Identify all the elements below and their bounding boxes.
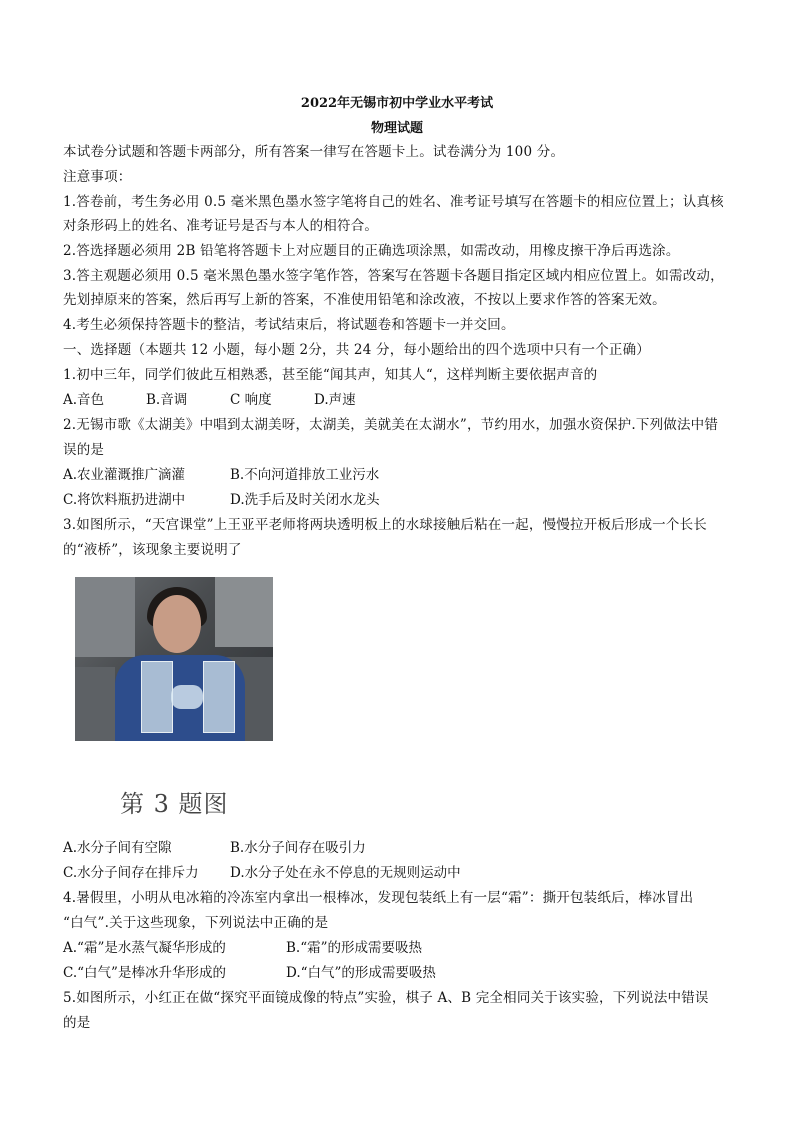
note-2: 2.答选择题必须用 2B 铅笔将答题卡上对应题目的正确选项涂黑，如需改动，用橡皮擦干净后再选涂。 [63, 243, 680, 259]
note-4: 4.考生必须保持答题卡的整洁，考试结束后，将试题卷和答题卡一并交回。 [63, 317, 515, 333]
q1-option-a: A.音色 [63, 392, 105, 408]
q1-option-d: D.声速 [314, 392, 356, 408]
question-3-stem-line-1: 3.如图所示，“天宫课堂”上王亚平老师将两块透明板上的水球接触后粘在一起，慢慢拉开板后形成一个长长 [63, 517, 707, 533]
figure-caption: 第 3 题图 [120, 790, 229, 818]
question-5-stem-line-1: 5.如图所示，小红正在做“探究平面镜成像的特点”实验，棋子 A、B 完全相同关于该实验，下列说法中错误 [63, 990, 709, 1006]
question-4-stem-line-1: 4.暑假里，小明从电冰箱的冷冻室内拿出一根棒冰，发现包装纸上有一层“霜”：撕开包装纸后，棒冰冒出 [63, 890, 694, 906]
question-3-stem-line-2: 的“液桥”，该现象主要说明了 [63, 542, 242, 558]
question-4-stem-line-2: “白气”.关于这些现象，下列说法中正确的是 [63, 915, 329, 931]
question-5-stem-line-2: 的是 [63, 1015, 91, 1031]
q2-option-b: B.不向河道排放工业污水 [230, 467, 380, 483]
q3-option-b: B.水分子间存在吸引力 [230, 840, 366, 856]
q4-option-a: A.“霜”是水蒸气凝华形成的 [63, 940, 226, 956]
exam-title: 2022年无锡市初中学业水平考试 [300, 96, 494, 111]
note-3-line-2: 先划掉原来的答案，然后再写上新的答案，不准使用铅笔和涂改液，不按以上要求作答的答案无效。 [63, 292, 666, 308]
q2-option-d: D.洗手后及时关闭水龙头 [230, 492, 380, 508]
question-1-stem: 1.初中三年，同学们彼此互相熟悉，甚至能“闻其声，知其人“，这样判断主要依据声音的 [63, 367, 598, 383]
question-3-photo [75, 577, 273, 741]
q2-option-c: C.将饮料瓶扔进湖中 [63, 492, 186, 508]
question-2-stem-line-2: 误的是 [63, 442, 105, 458]
q1-option-b: B.音调 [146, 392, 188, 408]
exam-subtitle: 物理试题 [370, 121, 423, 136]
q3-option-d: D.水分子处在永不停息的无规则运动中 [230, 865, 461, 881]
notes-heading: 注意事项： [63, 169, 132, 185]
q2-option-a: A.农业灌溉推广滴灌 [63, 467, 186, 483]
note-3-line-1: 3.答主观题必须用 0.5 毫米黑色墨水签字笔作答，答案写在答题卡各题目指定区域内相应位置上。如需改动， [63, 268, 724, 284]
q3-option-c: C.水分子间存在排斥力 [63, 865, 199, 881]
q4-option-d: D.“白气”的形成需要吸热 [286, 965, 436, 981]
section-heading: 一、选择题（本题共 12 小题，每小题 2分，共 24 分，每小题给出的四个选项中只有一个正确） [63, 342, 651, 358]
note-1-line-2: 对条形码上的姓名、准考证号是否与本人的相符合。 [63, 218, 379, 234]
q4-option-b: B.“霜”的形成需要吸热 [286, 940, 423, 956]
question-2-stem-line-1: 2.无锡市歌《太湖美》中唱到太湖美呀，太湖美，美就美在太湖水”，节约用水，加强水资保护.下列做法中错 [63, 417, 719, 433]
q4-option-c: C.“白气”是棒冰升华形成的 [63, 965, 226, 981]
note-1-line-1: 1.答卷前，考生务必用 0.5 毫米黑色墨水签字笔将自己的姓名、准考证号填写在答题卡的相应位置上；认真核 [63, 194, 724, 210]
q3-option-a: A.水分子间有空隙 [63, 840, 172, 856]
q1-option-c: C 响度 [230, 392, 272, 408]
intro-line: 本试卷分试题和答题卡两部分，所有答案一律写在答题卡上。试卷满分为 100 分。 [63, 144, 565, 160]
